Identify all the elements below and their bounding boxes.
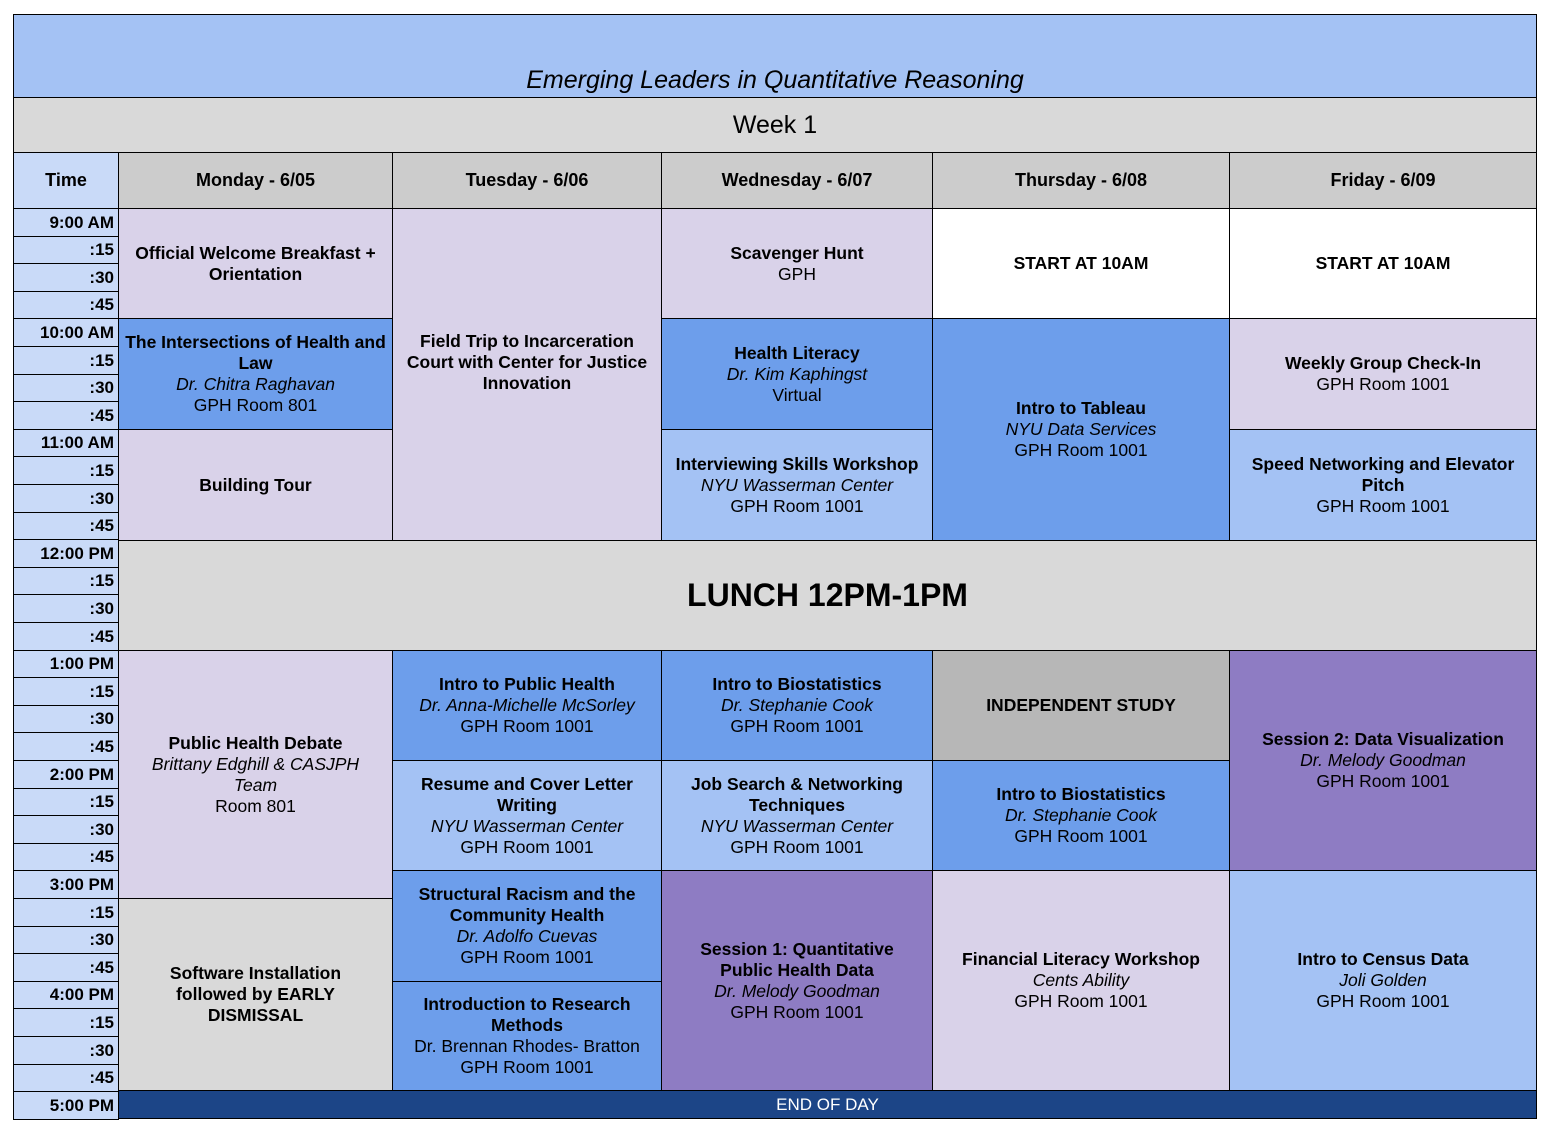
time-slot-label: :15 [13, 456, 119, 485]
time-column-header: Time [13, 152, 119, 209]
event-title: The Intersections of Health and Law [125, 332, 386, 373]
time-slot-label: :15 [13, 346, 119, 375]
event-presenter: Dr. Kim Kaphingst [726, 363, 868, 384]
event-title: Public Health Debate [168, 732, 343, 753]
event-presenter: Dr. Stephanie Cook [1004, 805, 1158, 825]
event-location: GPH Room 801 [193, 395, 318, 415]
event-title: Intro to Biostatistics [712, 674, 882, 694]
lunch-label: LUNCH 12PM-1PM [687, 577, 968, 613]
event-card[interactable] [661, 870, 933, 1091]
event-location: GPH Room 1001 [1014, 991, 1148, 1011]
time-slot-label: :30 [13, 263, 119, 292]
event-presenter: Dr. Brennan Rhodes- Bratton [414, 1036, 640, 1056]
event-location: GPH Room 1001 [730, 716, 864, 736]
time-slot-label: :45 [13, 512, 119, 540]
event-title: START AT 10AM [1315, 253, 1451, 273]
event-card[interactable] [392, 870, 662, 982]
event-card[interactable] [392, 650, 662, 761]
event-location: GPH Room 1001 [460, 836, 594, 857]
event-card[interactable] [1229, 208, 1537, 319]
time-slot-label: 2:00 PM [13, 760, 119, 789]
time-slot-label: :45 [13, 953, 119, 982]
event-card[interactable] [661, 208, 933, 319]
time-slot-label: :30 [13, 705, 119, 733]
time-slot-label: :15 [13, 567, 119, 595]
time-slot-label: :45 [13, 1064, 119, 1092]
event-location: GPH Room 1001 [460, 947, 594, 967]
event-presenter: Cents Ability [1032, 970, 1130, 990]
event-location: GPH Room 1001 [1316, 771, 1450, 791]
event-card[interactable] [661, 318, 933, 430]
event-title: Intro to Biostatistics [996, 784, 1166, 804]
time-slot-label: :15 [13, 788, 119, 816]
event-title: Introduction to Research Methods [423, 994, 631, 1035]
time-slot-label: 1:00 PM [13, 650, 119, 678]
time-slot-label: 3:00 PM [13, 870, 119, 899]
week-label: Week 1 [13, 97, 1537, 153]
event-location: GPH Room 1001 [460, 716, 594, 736]
event-presenter: Dr. Melody Goodman [1300, 750, 1466, 770]
event-title: START AT 10AM [1013, 253, 1149, 273]
time-slot-label: :30 [13, 1036, 119, 1065]
time-slot-label: :15 [13, 1008, 119, 1037]
end-of-day-bar: END OF DAY [118, 1090, 1537, 1119]
time-slot-label: :45 [13, 732, 119, 761]
time-slot-label: :30 [13, 815, 119, 844]
time-slot-label: 12:00 PM [13, 539, 119, 568]
event-card[interactable] [1229, 650, 1537, 871]
event-title: Building Tour [199, 474, 312, 495]
event-card[interactable] [932, 208, 1230, 319]
event-card[interactable] [932, 870, 1230, 1091]
event-card[interactable] [118, 318, 393, 430]
event-title: Official Welcome Breakfast + Orientation [135, 242, 376, 284]
event-title: Financial Literacy Workshop [962, 949, 1200, 969]
event-title: INDEPENDENT STUDY [986, 695, 1176, 715]
time-slot-label: :30 [13, 374, 119, 402]
day-header-thursday: Thursday - 6/08 [932, 152, 1230, 209]
time-slot-label: :15 [13, 236, 119, 264]
event-title: Structural Racism and the Community Health [418, 884, 636, 925]
event-card[interactable] [932, 760, 1230, 871]
event-card[interactable] [932, 318, 1230, 541]
event-title: Job Search & Networking Techniques [691, 773, 903, 815]
event-card[interactable] [932, 650, 1230, 761]
event-presenter: Dr. Chitra Raghavan [176, 374, 335, 394]
event-presenter: Dr. Adolfo Cuevas [456, 926, 598, 946]
event-title: Intro to Public Health [439, 674, 615, 694]
event-location: Room 801 [215, 795, 296, 816]
day-header-tuesday: Tuesday - 6/06 [392, 152, 662, 209]
day-header-monday: Monday - 6/05 [118, 152, 393, 209]
time-slot-label: :30 [13, 484, 119, 513]
time-slot-label: 4:00 PM [13, 981, 119, 1009]
time-slot-label: 5:00 PM [13, 1091, 119, 1120]
event-card[interactable] [661, 760, 933, 871]
event-title: Speed Networking and Elevator Pitch [1251, 453, 1515, 495]
event-title: Weekly Group Check-In [1284, 353, 1482, 373]
event-card[interactable] [118, 650, 393, 899]
event-card[interactable] [661, 650, 933, 761]
event-card[interactable] [1229, 429, 1537, 541]
time-slot-label: :15 [13, 677, 119, 706]
day-header-wednesday: Wednesday - 6/07 [661, 152, 933, 209]
event-title: Scavenger Hunt [730, 242, 864, 263]
time-slot-label: :30 [13, 594, 119, 623]
event-title: Interviewing Skills Workshop [675, 453, 919, 474]
event-card[interactable] [118, 429, 393, 541]
time-slot-label: 11:00 AM [13, 429, 119, 457]
event-title: Session 2: Data Visualization [1262, 729, 1504, 749]
event-location: GPH Room 1001 [460, 1057, 594, 1077]
time-slot-label: :45 [13, 291, 119, 319]
event-title: Field Trip to Incarceration Court with Center for Justice Innovation [406, 331, 648, 393]
event-presenter: NYU Wasserman Center [700, 474, 894, 495]
time-slot-label: :45 [13, 843, 119, 871]
lunch-block [118, 540, 1537, 651]
event-presenter: Dr. Melody Goodman [714, 980, 880, 1001]
event-title: Intro to Tableau [1016, 398, 1146, 418]
time-slot-label: :30 [13, 926, 119, 954]
event-card[interactable] [392, 208, 662, 541]
event-location: Virtual [772, 384, 822, 405]
event-location: GPH Room 1001 [1316, 495, 1450, 516]
event-location: GPH Room 1001 [730, 836, 864, 857]
event-location: GPH Room 1001 [1316, 374, 1450, 394]
event-title: Resume and Cover Letter Writing [420, 773, 633, 815]
event-card[interactable] [392, 981, 662, 1091]
event-presenter: NYU Wasserman Center [430, 815, 624, 836]
schedule-title: Emerging Leaders in Quantitative Reasoning [13, 14, 1537, 98]
event-presenter: Joli Golden [1339, 970, 1427, 990]
event-title: Software Installation followed by EARLY DISMISSAL [169, 963, 342, 1025]
event-location: GPH Room 1001 [1316, 991, 1450, 1011]
time-slot-label: :45 [13, 401, 119, 430]
event-title: Session 1: Quantitative Public Health Data [700, 938, 894, 980]
event-presenter: NYU Data Services [1005, 419, 1157, 439]
event-presenter: Dr. Stephanie Cook [720, 695, 874, 715]
event-title: Intro to Census Data [1297, 949, 1469, 969]
event-card[interactable] [661, 429, 933, 541]
day-header-friday: Friday - 6/09 [1229, 152, 1537, 209]
event-title: Health Literacy [734, 342, 860, 363]
event-location: GPH Room 1001 [1014, 826, 1148, 846]
event-card[interactable] [1229, 870, 1537, 1091]
event-presenter: Brittany Edghill & CASJPH Team [151, 753, 360, 795]
event-card[interactable] [118, 208, 393, 319]
event-location: GPH Room 1001 [730, 1001, 864, 1022]
time-slot-label: :15 [13, 898, 119, 927]
event-location: GPH Room 1001 [730, 495, 864, 516]
time-slot-label: 10:00 AM [13, 318, 119, 347]
time-slot-label: :45 [13, 622, 119, 651]
event-presenter: Dr. Anna-Michelle McSorley [419, 695, 635, 715]
event-location: GPH [778, 263, 816, 284]
event-card[interactable] [118, 898, 393, 1091]
event-presenter: NYU Wasserman Center [700, 815, 894, 836]
event-card[interactable] [392, 760, 662, 871]
time-slot-label: 9:00 AM [13, 208, 119, 237]
event-card[interactable] [1229, 318, 1537, 430]
event-location: GPH Room 1001 [1014, 440, 1148, 460]
